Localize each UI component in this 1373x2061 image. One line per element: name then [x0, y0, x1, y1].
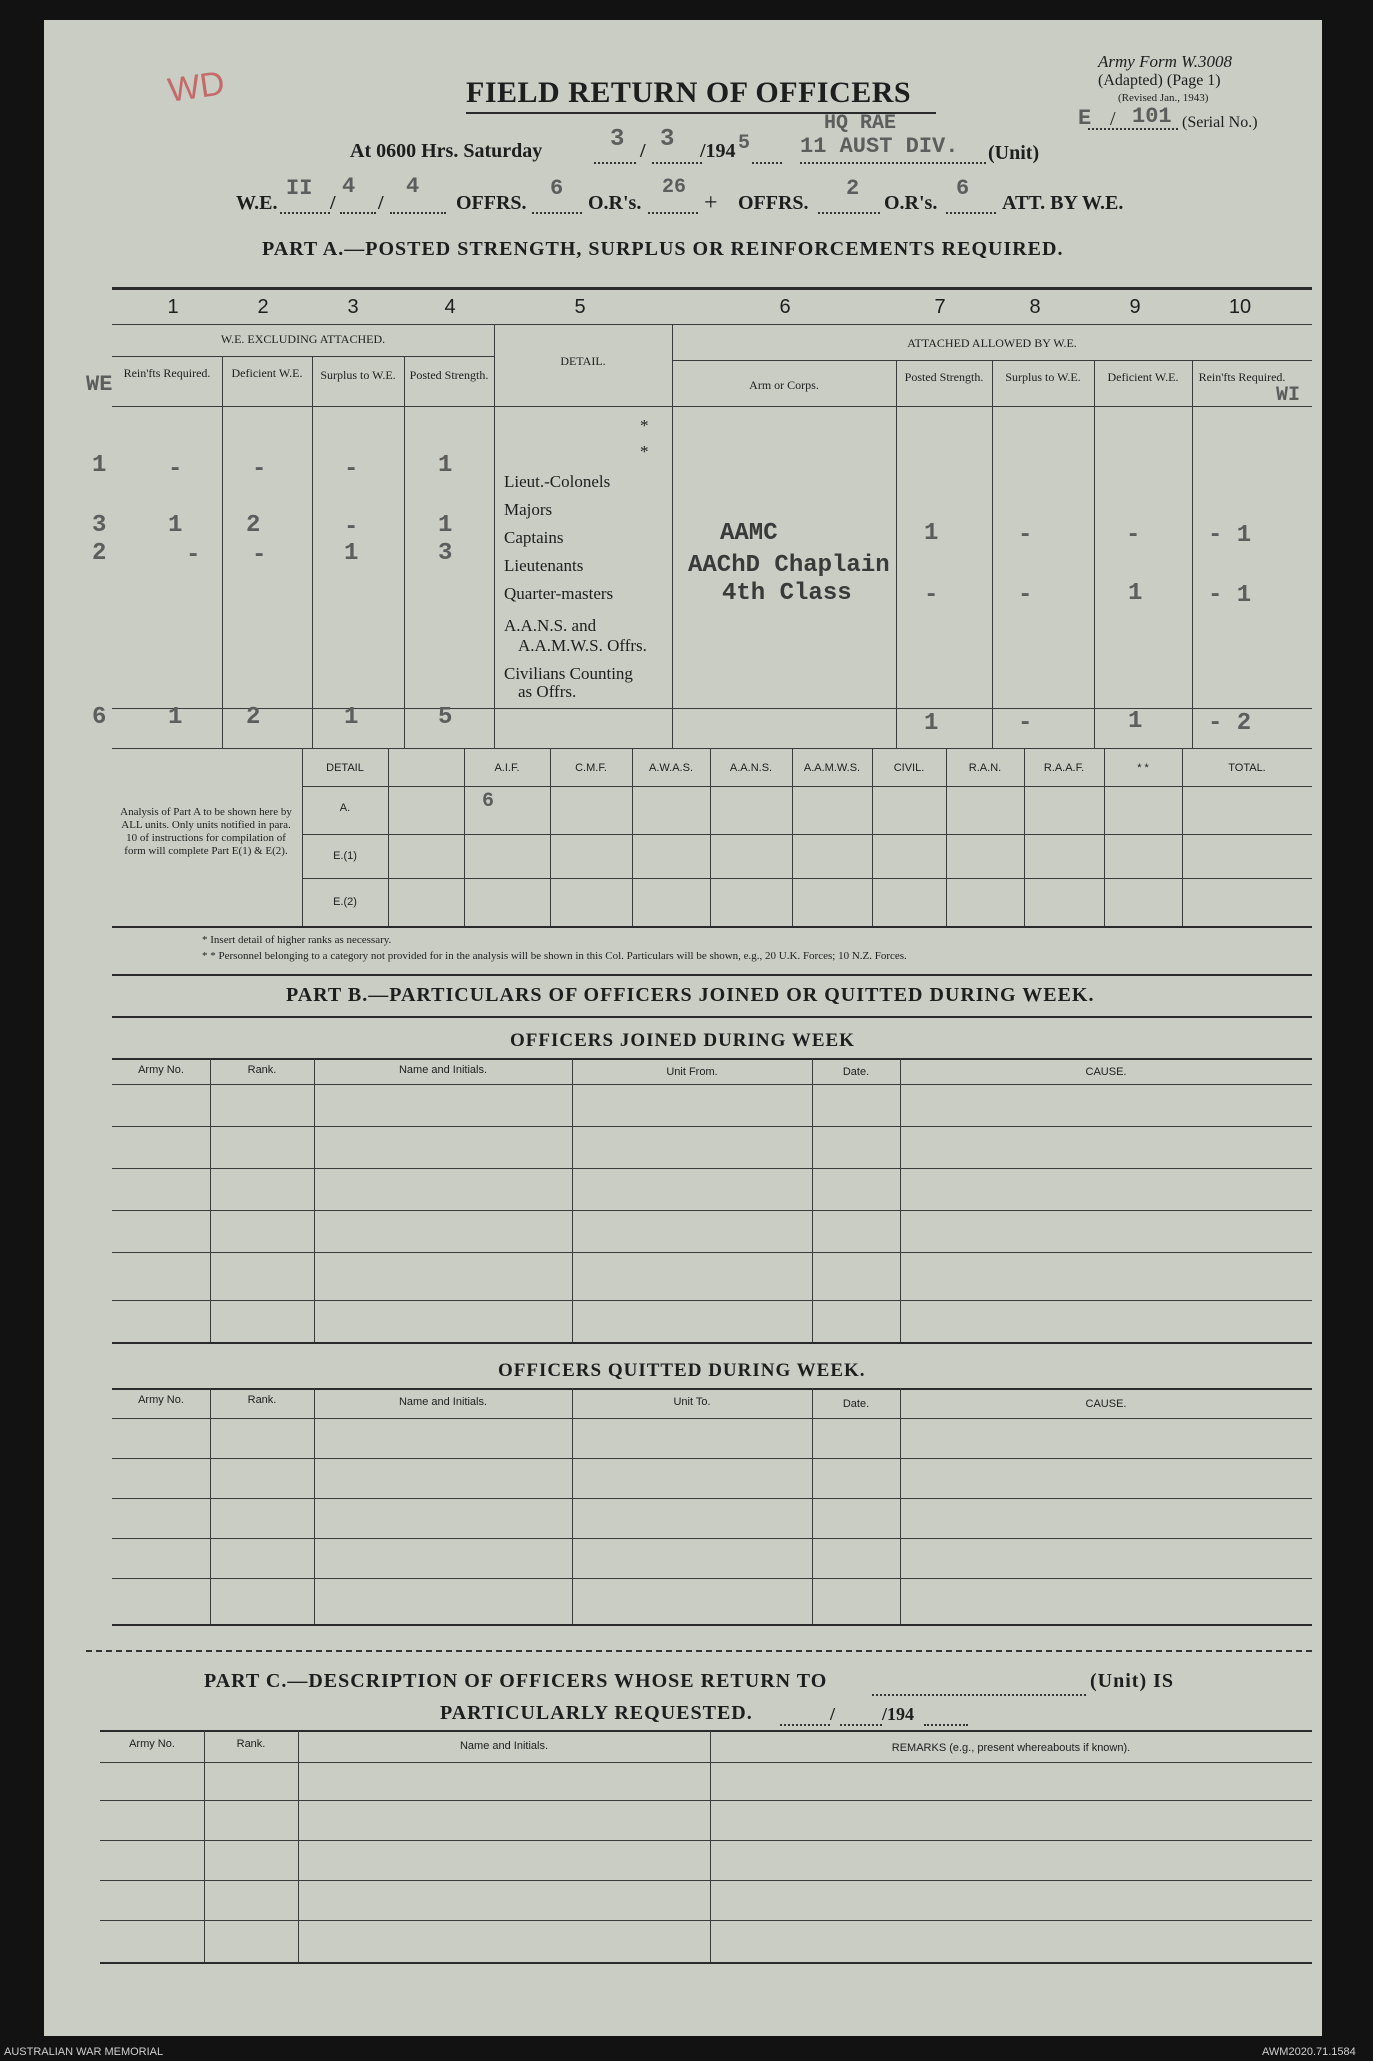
- part-c-col-line-2: [298, 1730, 299, 1962]
- date-slash: /: [640, 140, 646, 162]
- we-line-2: [340, 212, 376, 214]
- attached-allowed-header: ATTACHED ALLOWED BY W.E.: [907, 336, 1077, 350]
- totals-bottom-rule: [112, 748, 1312, 749]
- col-num-10: 10: [1228, 296, 1252, 318]
- analysis-header-aif: A.I.F.: [494, 762, 520, 774]
- joined-row-rule-2: [112, 1168, 1312, 1169]
- part-a-header-rule: [112, 406, 1312, 407]
- ltcol-posted: 1: [438, 452, 453, 479]
- joined-col-line-3: [572, 1058, 573, 1342]
- year-line: [752, 162, 782, 164]
- unit-line-top: HQ RAE: [824, 112, 897, 135]
- col-line-1: [222, 356, 223, 748]
- aamc-deficient: -: [1126, 522, 1141, 549]
- serial-prefix: E: [1078, 106, 1092, 131]
- part-a-num-rule: [112, 324, 1312, 325]
- analysis-col-line-11: [1182, 748, 1183, 926]
- part-c-col-line-1: [204, 1730, 205, 1962]
- analysis-col-line-6: [792, 748, 793, 926]
- analysis-header-cmf: C.M.F.: [575, 762, 607, 774]
- rank-civilians: Civilians Counting: [504, 664, 633, 683]
- year-prefix: /194: [700, 140, 736, 162]
- part-a-heading: PART A.—POSTED STRENGTH, SURPLUS OR REINFORCEMENTS REQUIRED.: [262, 238, 1064, 260]
- part-c-header-rank: Rank.: [236, 1738, 266, 1750]
- part-c-header-remarks: REMARKS (e.g., present whereabouts if known).: [891, 1742, 1131, 1754]
- joined-top-rule: [112, 1058, 1312, 1060]
- analysis-header-total: TOTAL.: [1228, 762, 1266, 774]
- rank-aans: A.A.N.S. and: [504, 616, 597, 635]
- arm-aamc: AAMC: [720, 520, 778, 547]
- col-num-4: 4: [444, 296, 456, 318]
- we-value-3: 4: [406, 174, 420, 199]
- we-line-1: [280, 212, 330, 214]
- part-c-row-rule-2: [100, 1840, 1312, 1841]
- month-value: 3: [660, 126, 675, 153]
- we-slash-2: /: [378, 192, 384, 214]
- quitted-row-rule-1: [112, 1458, 1312, 1459]
- quitted-row-rule-2: [112, 1498, 1312, 1499]
- part-c-header-name: Name and Initials.: [459, 1740, 549, 1752]
- total-deficient: 2: [246, 704, 261, 731]
- part-c-line-2: PARTICULARLY REQUESTED.: [440, 1702, 753, 1724]
- lieut-posted: 3: [438, 540, 453, 567]
- part-c-unit-is: (Unit) IS: [1090, 1670, 1175, 1692]
- col-num-8: 8: [1029, 296, 1041, 318]
- serial-number: 101: [1132, 104, 1172, 129]
- offrs-line: [532, 212, 582, 214]
- analysis-note: Analysis of Part A to be shown here by ALL units. Only units notified in para. 10 of instructions for compilation of form will complete Part E(1) & E(2).: [120, 806, 292, 857]
- analysis-col-line-10: [1104, 748, 1105, 926]
- quitted-col-line-5: [900, 1388, 901, 1624]
- aamc-surplus: -: [1018, 522, 1033, 549]
- joined-row-rule-5: [112, 1300, 1312, 1301]
- quitted-header-unit-to: Unit To.: [673, 1396, 711, 1408]
- form-sheet: [44, 20, 1322, 2036]
- joined-row-rule-0: [112, 1084, 1312, 1085]
- joined-col-line-1: [210, 1058, 211, 1342]
- star-row-2: *: [640, 442, 649, 461]
- analysis-header-civil: CIVIL.: [893, 762, 925, 774]
- rank-lieutenants: Lieutenants: [504, 556, 584, 575]
- day-line: [594, 162, 636, 164]
- part-c-row-rule-4: [100, 1920, 1312, 1921]
- analysis-header-ran: R.A.N.: [968, 762, 1002, 774]
- part-c-year-line: [924, 1724, 968, 1726]
- quitted-header-date: Date.: [842, 1398, 870, 1410]
- analysis-row-a-rule: [302, 834, 1312, 835]
- analysis-header-awas: A.W.A.S.: [648, 762, 693, 774]
- footer-accession-number: AWM2020.71.1584: [1262, 2046, 1356, 2058]
- col-line-8: [1094, 360, 1095, 748]
- col-num-9: 9: [1129, 296, 1141, 318]
- plus-sign: +: [704, 190, 718, 216]
- total-att-deficient: 1: [1128, 708, 1143, 735]
- analysis-col-line-4: [632, 748, 633, 926]
- quitted-bottom-rule: [112, 1624, 1312, 1626]
- offrs2-value: 2: [846, 176, 860, 201]
- analysis-col-line-3: [550, 748, 551, 926]
- capt-deficient: 2: [246, 512, 261, 539]
- chaplain-reinfts: - 1: [1208, 582, 1252, 609]
- capt-surplus: -: [344, 514, 359, 541]
- we-count-ltcol: 1: [92, 452, 107, 479]
- footnote-other-personnel: * * Personnel belonging to a category not provided for in the analysis will be shown in this Col. Particulars will be shown, e.g., 20 U.K. Forces; 10 N.Z. Forces.: [202, 950, 907, 962]
- we-slash-1: /: [330, 192, 336, 214]
- quitted-col-line-1: [210, 1388, 211, 1624]
- joined-col-line-4: [812, 1058, 813, 1342]
- ors-value: 26: [662, 176, 687, 199]
- header-reinfts-required: Rein'fts Required.: [123, 366, 211, 380]
- detail-header: DETAIL.: [560, 354, 606, 368]
- ltcol-reinfts: -: [168, 456, 183, 483]
- rank-aamws: A.A.M.W.S. Offrs.: [518, 636, 647, 655]
- part-c-day-line: [780, 1724, 830, 1726]
- month-line: [652, 162, 702, 164]
- quitted-col-line-4: [812, 1388, 813, 1624]
- col-num-6: 6: [779, 296, 791, 318]
- col-line-6: [896, 360, 897, 748]
- header-posted-strength: Posted Strength.: [409, 368, 489, 382]
- aamc-posted: 1: [924, 520, 939, 547]
- joined-col-line-2: [314, 1058, 315, 1342]
- margin-wi-mark: WI: [1276, 384, 1301, 407]
- capt-posted: 1: [438, 512, 453, 539]
- we-group-rule: [112, 356, 494, 357]
- rank-lieut-colonels: Lieut.-Colonels: [504, 472, 611, 491]
- analysis-header-raaf: R.A.A.F.: [1043, 762, 1085, 774]
- col-line-4: [494, 324, 495, 748]
- analysis-header-aans: A.A.N.S.: [729, 762, 773, 774]
- total-att-posted: 1: [924, 710, 939, 737]
- corner-handwritten-mark: WD: [165, 64, 227, 110]
- footer-source: AUSTRALIAN WAR MEMORIAL: [4, 2046, 164, 2058]
- header-reinfts-required-att: Rein'fts Required.: [1198, 370, 1286, 384]
- analysis-col-line-7: [872, 748, 873, 926]
- we-value-1: II: [286, 176, 313, 201]
- header-posted-strength-att: Posted Strength.: [904, 370, 984, 384]
- rank-captains: Captains: [504, 528, 564, 547]
- tear-off-line: [86, 1650, 1312, 1652]
- analysis-col-line-2: [464, 748, 465, 926]
- part-c-line-1: PART C.—DESCRIPTION OF OFFICERS WHOSE RETURN TO: [204, 1670, 828, 1692]
- at-hours-label: At 0600 Hrs. Saturday: [350, 140, 543, 162]
- total-reinfts: 1: [168, 704, 183, 731]
- col-num-1: 1: [167, 296, 179, 318]
- arm-aachd-chaplain: AAChD Chaplain: [688, 552, 890, 579]
- joined-row-rule-4: [112, 1252, 1312, 1253]
- chaplain-deficient: 1: [1128, 580, 1143, 607]
- form-adapted: (Adapted) (Page 1): [1098, 72, 1221, 89]
- unit-label: (Unit): [988, 142, 1040, 164]
- analysis-row-e2: E.(2): [333, 896, 357, 908]
- joined-header-date: Date.: [842, 1066, 870, 1078]
- analysis-row-a: A.: [339, 802, 351, 814]
- joined-header-unit-from: Unit From.: [666, 1066, 718, 1078]
- part-b-heading: PART B.—PARTICULARS OF OFFICERS JOINED OR QUITTED DURING WEEK.: [286, 984, 1095, 1006]
- chaplain-surplus: -: [1018, 582, 1033, 609]
- footnote-higher-ranks: * Insert detail of higher ranks as necessary.: [202, 934, 392, 946]
- aamc-reinfts: - 1: [1208, 522, 1252, 549]
- day-value: 3: [610, 126, 625, 153]
- col-num-7: 7: [934, 296, 946, 318]
- joined-header-army-no: Army No.: [138, 1064, 184, 1076]
- total-posted: 5: [438, 704, 453, 731]
- analysis-row-e1: E.(1): [333, 850, 357, 862]
- col-line-7: [992, 360, 993, 748]
- part-c-row-rule-0: [100, 1762, 1312, 1763]
- quitted-col-line-2: [314, 1388, 315, 1624]
- offrs-label: OFFRS.: [456, 192, 527, 214]
- header-deficient-we: Deficient W.E.: [231, 366, 303, 380]
- ors2-label: O.R's.: [884, 192, 938, 214]
- joined-col-line-5: [900, 1058, 901, 1342]
- analysis-header-other: * *: [1137, 762, 1149, 774]
- joined-header-name: Name and Initials.: [398, 1064, 488, 1076]
- joined-row-rule-1: [112, 1126, 1312, 1127]
- col-line-5: [672, 324, 673, 748]
- analysis-header-aamws: A.A.M.W.S.: [803, 762, 861, 774]
- we-line-3: [390, 212, 446, 214]
- header-arm-or-corps: Arm or Corps.: [749, 378, 819, 392]
- analysis-bottom-rule: [112, 926, 1312, 928]
- ltcol-deficient: -: [252, 456, 267, 483]
- star-row-1: *: [640, 416, 649, 435]
- part-c-header-army-no: Army No.: [129, 1738, 175, 1750]
- analysis-col-line-1: [388, 748, 389, 926]
- we-count-lieut: 2: [92, 540, 107, 567]
- arm-4th-class: 4th Class: [722, 580, 852, 607]
- quitted-header-name: Name and Initials.: [398, 1396, 488, 1408]
- we-value-2: 4: [342, 174, 356, 199]
- ors-line: [648, 212, 698, 214]
- att-label: ATT. BY W.E.: [1002, 192, 1124, 214]
- quitted-header-rank: Rank.: [247, 1394, 277, 1406]
- total-surplus: 1: [344, 704, 359, 731]
- chaplain-posted: -: [924, 582, 939, 609]
- total-we: 6: [92, 704, 107, 731]
- part-c-col-line-3: [710, 1730, 711, 1962]
- analysis-header-rule: [302, 786, 1312, 787]
- joined-header-cause: CAUSE.: [1085, 1066, 1127, 1078]
- unit-line-bottom: 11 AUST DIV.: [800, 134, 959, 159]
- col-line-2: [312, 356, 313, 748]
- serial-slash: /: [1110, 108, 1116, 130]
- analysis-col-line-9: [1024, 748, 1025, 926]
- rank-as-offrs: as Offrs.: [518, 682, 577, 701]
- army-form-number: Army Form W.3008: [1098, 52, 1232, 71]
- ors2-line: [946, 212, 996, 214]
- part-c-bottom-rule: [100, 1962, 1312, 1964]
- analysis-header-detail: DETAIL: [326, 762, 364, 774]
- analysis-aif-a-value: 6: [482, 790, 495, 813]
- quitted-top-rule: [112, 1388, 1312, 1390]
- part-c-row-rule-3: [100, 1880, 1312, 1881]
- lieut-deficient: -: [252, 542, 267, 569]
- we-excluding-header: W.E. EXCLUDING ATTACHED.: [220, 332, 386, 346]
- total-att-surplus: -: [1018, 710, 1033, 737]
- col-num-3: 3: [347, 296, 359, 318]
- joined-row-rule-3: [112, 1210, 1312, 1211]
- quitted-header-army-no: Army No.: [138, 1394, 184, 1406]
- part-c-date-slash: /: [830, 1704, 836, 1724]
- header-surplus-we-att: Surplus to W.E.: [1005, 370, 1081, 384]
- capt-reinfts: 1: [168, 512, 183, 539]
- analysis-col-line-8: [946, 748, 947, 926]
- unit-line: [800, 162, 986, 164]
- we-label: W.E.: [236, 192, 278, 214]
- quitted-header-cause: CAUSE.: [1085, 1398, 1127, 1410]
- joined-header-rank: Rank.: [247, 1064, 277, 1076]
- rank-quarter-masters: Quarter-masters: [504, 584, 614, 603]
- quitted-col-line-3: [572, 1388, 573, 1624]
- ltcol-surplus: -: [344, 456, 359, 483]
- lieut-reinfts: -: [186, 542, 201, 569]
- part-c-month-line: [840, 1724, 882, 1726]
- page-title: FIELD RETURN OF OFFICERS: [466, 76, 912, 109]
- ors2-value: 6: [956, 176, 970, 201]
- part-c-unit-line: [872, 1694, 1086, 1696]
- ors-label: O.R's.: [588, 192, 642, 214]
- part-c-top-rule: [100, 1730, 1312, 1732]
- lieut-surplus: 1: [344, 540, 359, 567]
- header-deficient-we-att: Deficient W.E.: [1107, 370, 1179, 384]
- part-c-row-rule-1: [100, 1800, 1312, 1801]
- year-digit: 5: [738, 132, 751, 155]
- col-line-3: [404, 356, 405, 748]
- part-b-heading-rule: [112, 1016, 1312, 1018]
- part-c-year: /194: [882, 1704, 915, 1724]
- margin-we-mark: WE: [86, 372, 113, 397]
- col-line-9: [1192, 360, 1193, 748]
- joined-bottom-rule: [112, 1342, 1312, 1344]
- offrs-value: 6: [550, 176, 564, 201]
- col-num-2: 2: [257, 296, 269, 318]
- header-surplus-we: Surplus to W.E.: [320, 368, 396, 382]
- offrs2-label: OFFRS.: [738, 192, 809, 214]
- joined-heading: OFFICERS JOINED DURING WEEK: [510, 1030, 855, 1051]
- analysis-col-line-5: [710, 748, 711, 926]
- form-revised: (Revised Jan., 1943): [1118, 92, 1209, 104]
- quitted-row-rule-3: [112, 1538, 1312, 1539]
- quitted-row-rule-0: [112, 1418, 1312, 1419]
- quitted-row-rule-4: [112, 1578, 1312, 1579]
- part-b-top-rule: [112, 974, 1312, 976]
- we-count-capt: 3: [92, 512, 107, 539]
- serial-label: (Serial No.): [1182, 114, 1258, 131]
- analysis-row-e1-rule: [302, 878, 1312, 879]
- total-att-reinfts: - 2: [1208, 710, 1252, 737]
- rank-majors: Majors: [504, 500, 553, 519]
- offrs2-line: [818, 212, 880, 214]
- part-a-top-rule: [112, 287, 1312, 290]
- col-num-5: 5: [574, 296, 586, 318]
- quitted-heading: OFFICERS QUITTED DURING WEEK.: [498, 1360, 866, 1381]
